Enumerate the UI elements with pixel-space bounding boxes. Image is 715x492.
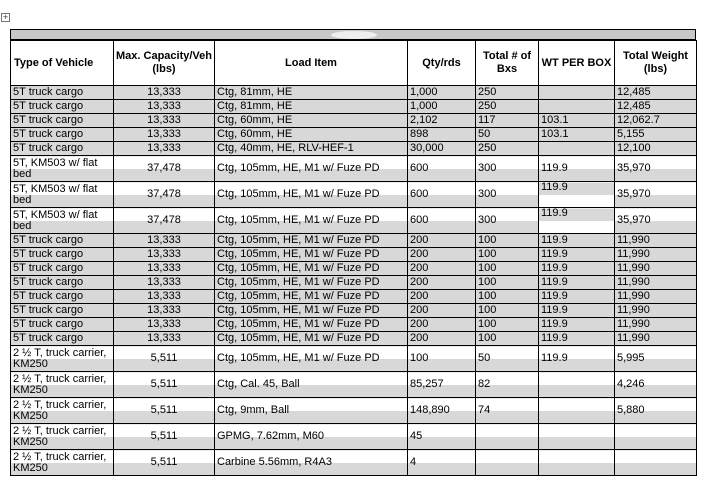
cell-wt-per-box: 119.9 <box>539 208 615 234</box>
cell-total-bxs: 100 <box>476 248 539 262</box>
cell-wt-per-box <box>539 86 615 100</box>
cell-total-weight: 4,246 <box>615 372 697 398</box>
cell-total-weight: 12,485 <box>615 86 697 100</box>
cell-total-weight <box>615 450 697 476</box>
cell-total-bxs: 300 <box>476 182 539 208</box>
cell-total-bxs: 250 <box>476 86 539 100</box>
cell-capacity: 13,333 <box>114 86 215 100</box>
cell-total-bxs: 100 <box>476 262 539 276</box>
cell-capacity: 13,333 <box>114 304 215 318</box>
table-row <box>11 450 697 476</box>
cell-capacity: 37,478 <box>114 182 215 208</box>
cell-total-bxs: 250 <box>476 142 539 156</box>
cell-load-item: Ctg, 105mm, HE, M1 w/ Fuze PD <box>215 304 408 318</box>
cell-load-item: Ctg, 105mm, HE, M1 w/ Fuze PD <box>215 318 408 332</box>
col-header-vehicle: Type of Vehicle <box>11 41 114 86</box>
col-header-load-item: Load Item <box>215 41 408 86</box>
cell-wt-per-box: 119.9 <box>539 304 615 318</box>
cell-qty: 200 <box>408 304 476 318</box>
cell-wt-per-box <box>539 100 615 114</box>
cell-total-weight: 11,990 <box>615 262 697 276</box>
cell-total-weight: 35,970 <box>615 182 697 208</box>
cell-qty: 200 <box>408 234 476 248</box>
table-row <box>11 262 697 276</box>
cell-wt-per-box: 119.9 <box>539 156 615 182</box>
cell-load-item: Ctg, 105mm, HE, M1 w/ Fuze PD <box>215 182 408 208</box>
cell-capacity: 13,333 <box>114 248 215 262</box>
table-row <box>11 114 697 128</box>
cell-total-bxs: 300 <box>476 156 539 182</box>
table-row <box>11 276 697 290</box>
cell-capacity: 5,511 <box>114 372 215 398</box>
cell-load-item: Ctg, 40mm, HE, RLV-HEF-1 <box>215 142 408 156</box>
cell-vehicle: 5T truck cargo <box>11 128 114 142</box>
cell-total-weight: 11,990 <box>615 304 697 318</box>
cell-qty: 200 <box>408 276 476 290</box>
table-row <box>11 100 697 114</box>
cell-total-bxs <box>476 424 539 450</box>
cell-total-weight: 11,990 <box>615 276 697 290</box>
table-row <box>11 234 697 248</box>
cell-qty: 600 <box>408 208 476 234</box>
cell-wt-per-box: 119.9 <box>539 276 615 290</box>
col-header-total-bxs: Total # of Bxs <box>476 41 539 86</box>
table-row <box>11 156 697 182</box>
cell-total-bxs: 50 <box>476 128 539 142</box>
cell-capacity: 5,511 <box>114 346 215 372</box>
cell-vehicle: 5T truck cargo <box>11 114 114 128</box>
cell-wt-per-box: 119.9 <box>539 346 615 372</box>
col-header-wt-per-box: WT PER BOX <box>539 41 615 86</box>
cell-wt-per-box: 119.9 <box>539 234 615 248</box>
cell-capacity: 37,478 <box>114 156 215 182</box>
table-row <box>11 142 697 156</box>
cell-capacity: 13,333 <box>114 128 215 142</box>
cell-total-weight: 11,990 <box>615 248 697 262</box>
cell-capacity: 13,333 <box>114 290 215 304</box>
cell-wt-per-box: 119.9 <box>539 262 615 276</box>
cell-load-item: Ctg, 60mm, HE <box>215 114 408 128</box>
cell-vehicle: 2 ½ T, truck carrier, KM250 <box>11 346 114 372</box>
cell-total-bxs: 250 <box>476 100 539 114</box>
cell-qty: 4 <box>408 450 476 476</box>
cell-vehicle: 5T truck cargo <box>11 290 114 304</box>
cell-wt-per-box: 119.9 <box>539 290 615 304</box>
cell-total-bxs: 74 <box>476 398 539 424</box>
cell-load-item: Ctg, 9mm, Ball <box>215 398 408 424</box>
table-row <box>11 318 697 332</box>
cell-vehicle: 5T truck cargo <box>11 248 114 262</box>
cell-load-item: Ctg, 105mm, HE, M1 w/ Fuze PD <box>215 248 408 262</box>
col-header-total-weight: Total Weight (lbs) <box>615 41 697 86</box>
cell-capacity: 5,511 <box>114 424 215 450</box>
cell-load-item: Ctg, 105mm, HE, M1 w/ Fuze PD <box>215 332 408 346</box>
cell-total-weight: 35,970 <box>615 208 697 234</box>
cell-load-item: GPMG, 7.62mm, M60 <box>215 424 408 450</box>
cell-wt-per-box: 119.9 <box>539 318 615 332</box>
cell-total-bxs: 100 <box>476 276 539 290</box>
cell-load-item: Ctg, Cal. 45, Ball <box>215 372 408 398</box>
cell-total-weight: 5,880 <box>615 398 697 424</box>
cell-qty: 898 <box>408 128 476 142</box>
table-row <box>11 128 697 142</box>
cell-total-bxs: 100 <box>476 332 539 346</box>
cell-wt-per-box <box>539 142 615 156</box>
cell-capacity: 5,511 <box>114 398 215 424</box>
cell-capacity: 5,511 <box>114 450 215 476</box>
cell-qty: 148,890 <box>408 398 476 424</box>
table-row <box>11 208 697 234</box>
cell-vehicle: 5T truck cargo <box>11 318 114 332</box>
cell-load-item: Ctg, 105mm, HE, M1 w/ Fuze PD <box>215 346 408 372</box>
cell-total-weight: 12,062.7 <box>615 114 697 128</box>
cell-total-weight: 11,990 <box>615 234 697 248</box>
cell-load-item: Ctg, 105mm, HE, M1 w/ Fuze PD <box>215 276 408 290</box>
cell-load-item: Ctg, 105mm, HE, M1 w/ Fuze PD <box>215 208 408 234</box>
header-row <box>11 41 697 86</box>
cell-total-weight <box>615 424 697 450</box>
cell-capacity: 13,333 <box>114 276 215 290</box>
cell-vehicle: 2 ½ T, truck carrier, KM250 <box>11 372 114 398</box>
cell-capacity: 37,478 <box>114 208 215 234</box>
cell-wt-per-box: 103.1 <box>539 114 615 128</box>
cell-qty: 200 <box>408 332 476 346</box>
cell-qty: 600 <box>408 182 476 208</box>
cell-capacity: 13,333 <box>114 234 215 248</box>
cell-total-bxs: 100 <box>476 318 539 332</box>
cell-capacity: 13,333 <box>114 318 215 332</box>
cell-qty: 1,000 <box>408 86 476 100</box>
cell-vehicle: 5T truck cargo <box>11 332 114 346</box>
cell-load-item: Ctg, 105mm, HE, M1 w/ Fuze PD <box>215 262 408 276</box>
cell-total-bxs: 100 <box>476 290 539 304</box>
cell-capacity: 13,333 <box>114 262 215 276</box>
cell-total-weight: 5,995 <box>615 346 697 372</box>
cell-wt-per-box: 119.9 <box>539 182 615 208</box>
cell-load-item: Ctg, 105mm, HE, M1 w/ Fuze PD <box>215 234 408 248</box>
cell-wt-per-box <box>539 372 615 398</box>
col-header-qty: Qty/rds <box>408 41 476 86</box>
cell-wt-per-box: 103.1 <box>539 128 615 142</box>
cell-total-bxs: 117 <box>476 114 539 128</box>
cell-capacity: 13,333 <box>114 332 215 346</box>
obscured-title <box>331 31 377 39</box>
table-row <box>11 182 697 208</box>
table-row <box>11 424 697 450</box>
cell-wt-per-box: 119.9 <box>539 248 615 262</box>
cell-total-bxs: 100 <box>476 304 539 318</box>
cell-qty: 600 <box>408 156 476 182</box>
cell-wt-per-box: 119.9 <box>539 332 615 346</box>
cell-load-item: Ctg, 81mm, HE <box>215 100 408 114</box>
table-row <box>11 290 697 304</box>
cell-total-bxs: 300 <box>476 208 539 234</box>
cell-qty: 85,257 <box>408 372 476 398</box>
cell-capacity: 13,333 <box>114 142 215 156</box>
cell-vehicle: 5T truck cargo <box>11 304 114 318</box>
cell-total-weight: 35,970 <box>615 156 697 182</box>
table-row <box>11 248 697 262</box>
cell-load-item: Carbine 5.56mm, R4A3 <box>215 450 408 476</box>
cell-qty: 45 <box>408 424 476 450</box>
cell-load-item: Ctg, 60mm, HE <box>215 128 408 142</box>
table-row <box>11 332 697 346</box>
cell-load-item: Ctg, 81mm, HE <box>215 86 408 100</box>
table-move-handle-icon[interactable]: + <box>2 13 9 21</box>
cell-load-item: Ctg, 105mm, HE, M1 w/ Fuze PD <box>215 156 408 182</box>
cell-total-bxs <box>476 450 539 476</box>
cell-vehicle: 5T truck cargo <box>11 234 114 248</box>
cell-vehicle: 5T, KM503 w/ flat bed <box>11 182 114 208</box>
cell-qty: 200 <box>408 248 476 262</box>
table-row <box>11 346 697 372</box>
cell-qty: 200 <box>408 262 476 276</box>
cell-vehicle: 5T truck cargo <box>11 276 114 290</box>
cell-vehicle: 5T truck cargo <box>11 262 114 276</box>
cell-vehicle: 2 ½ T, truck carrier, KM250 <box>11 450 114 476</box>
ammunition-load-table <box>10 40 697 476</box>
table-row <box>11 304 697 318</box>
cell-qty: 200 <box>408 318 476 332</box>
cell-vehicle: 2 ½ T, truck carrier, KM250 <box>11 398 114 424</box>
cell-qty: 2,102 <box>408 114 476 128</box>
cell-total-weight: 12,100 <box>615 142 697 156</box>
cell-qty: 100 <box>408 346 476 372</box>
cell-vehicle: 5T truck cargo <box>11 142 114 156</box>
cell-capacity: 13,333 <box>114 114 215 128</box>
col-header-capacity: Max. Capacity/Veh (lbs) <box>114 41 215 86</box>
cell-vehicle: 5T, KM503 w/ flat bed <box>11 156 114 182</box>
cell-vehicle: 5T truck cargo <box>11 86 114 100</box>
cell-wt-per-box <box>539 424 615 450</box>
cell-wt-per-box <box>539 450 615 476</box>
cell-capacity: 13,333 <box>114 100 215 114</box>
cell-vehicle: 5T truck cargo <box>11 100 114 114</box>
cell-wt-per-box <box>539 398 615 424</box>
cell-total-bxs: 82 <box>476 372 539 398</box>
cell-load-item: Ctg, 105mm, HE, M1 w/ Fuze PD <box>215 290 408 304</box>
cell-total-bxs: 50 <box>476 346 539 372</box>
table-row <box>11 372 697 398</box>
cell-total-weight: 11,990 <box>615 318 697 332</box>
cell-vehicle: 5T, KM503 w/ flat bed <box>11 208 114 234</box>
cell-total-weight: 5,155 <box>615 128 697 142</box>
cell-total-weight: 11,990 <box>615 332 697 346</box>
cell-qty: 30,000 <box>408 142 476 156</box>
cell-qty: 1,000 <box>408 100 476 114</box>
table-row <box>11 398 697 424</box>
cell-vehicle: 2 ½ T, truck carrier, KM250 <box>11 424 114 450</box>
table-title-bar <box>10 29 696 40</box>
cell-total-weight: 11,990 <box>615 290 697 304</box>
cell-total-bxs: 100 <box>476 234 539 248</box>
cell-qty: 200 <box>408 290 476 304</box>
table-row <box>11 86 697 100</box>
cell-total-weight: 12,485 <box>615 100 697 114</box>
